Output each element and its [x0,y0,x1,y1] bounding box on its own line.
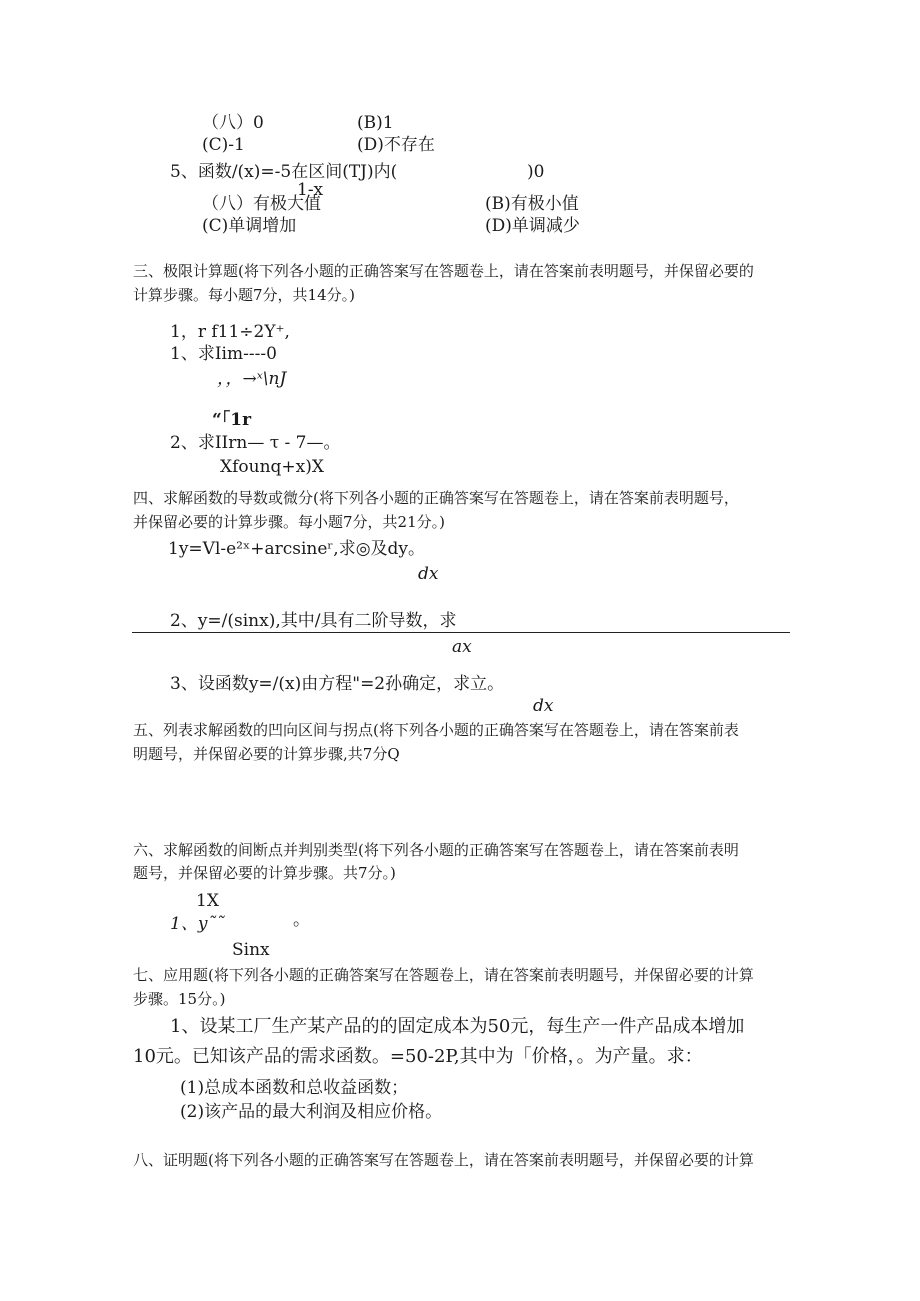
q4-option-b: (B)1 [357,113,394,133]
s4-p1-dx: dx [418,564,439,584]
s6-p1-numerator: 1X [196,891,219,911]
section3-heading-cont: 计算步骤。每小题7分，共14分。) [133,286,355,304]
q5-option-a: （八）有极大值 [202,194,321,214]
section3-heading: 三、极限计算题(将下列各小题的正确答案写在答题卷上，请在答案前表明题号，并保留必要的 [133,262,754,280]
s3-p2-main: 2、求IIrn— τ - 7—。 [170,433,341,453]
fraction-rule [132,632,790,633]
section8-heading: 八、证明题(将下列各小题的正确答案写在答题卷上，请在答案前表明题号，并保留必要的计算 [133,1151,754,1169]
section5-heading: 五、列表求解函数的凹向区间与拐点(将下列各小题的正确答案写在答题卷上，请在答案前表 [133,721,739,739]
q4-option-d: (D)不存在 [357,135,435,155]
s3-p1-numerator: 1，r f11÷2Y⁺, [170,322,290,342]
s4-p3: 3、设函数y=/(x)由方程"=2孙确定，求立。 [170,674,505,694]
s4-p2: 2、y=/(sinx),其中/具有二阶导数，求 [170,611,457,631]
section7-heading: 七、应用题(将下列各小题的正确答案写在答题卷上，请在答案前表明题号，并保留必要的计算 [133,966,754,984]
q4-option-a: （八）0 [202,113,264,133]
q5-option-c: (C)单调增加 [202,216,297,236]
s6-p1-denominator: Sinx [232,940,270,960]
section6-heading-cont: 题号，并保留必要的计算步骤。共7分。) [133,864,396,882]
s7-subquestion-2: (2)该产品的最大利润及相应价格。 [180,1102,443,1122]
q5-option-d: (D)单调减少 [485,216,580,236]
section5-heading-cont: 明题号，并保留必要的计算步骤,共7分Q [133,745,400,763]
q5-option-b: (B)有极小值 [485,194,579,214]
s7-body-line1: 1、设某工厂生产某产品的的固定成本为50元，每生产一件产品成本增加 [170,1016,745,1037]
section4-heading-cont: 并保留必要的计算步骤。每小题7分，共21分。) [133,513,445,531]
s4-p3-dx: dx [533,696,554,716]
s7-subquestion-1: (1)总成本函数和总收益函数； [180,1078,409,1098]
s4-p1: 1y=Vl-e²ˣ+arcsineʳ,求◎及dy。 [168,539,426,559]
q4-option-c: (C)-1 [202,135,245,155]
s7-body-line2: 10元。已知该产品的需求函数。=50-2P,其中为「价格，。为产量。求： [133,1046,703,1067]
q5-stem-tail: )0 [527,162,545,182]
s6-p1-main: 1、y˜˜ [170,914,225,934]
section4-heading: 四、求解函数的导数或微分(将下列各小题的正确答案写在答题卷上，请在答案前表明题号， [133,489,739,507]
s3-p1-subscript: ，，→ˣ\nJ [217,369,287,389]
section6-heading: 六、求解函数的间断点并判别类型(将下列各小题的正确答案写在答题卷上，请在答案前表明 [133,841,739,859]
section7-heading-cont: 步骤。15分。) [133,990,226,1008]
s6-p1-mark: 。 [293,910,310,930]
s3-p1-main: 1、求Iim----0 [170,344,277,364]
s3-p2-denominator: Xfounq+x)X [220,457,324,477]
q5-stem: 5、函数/(x)=-5在区间(TJ)内( [170,162,398,182]
s3-p2-numerator: “「1r [212,410,252,430]
s4-p2-ax: ax [452,637,472,657]
q5-denominator: 1-x [297,180,324,200]
